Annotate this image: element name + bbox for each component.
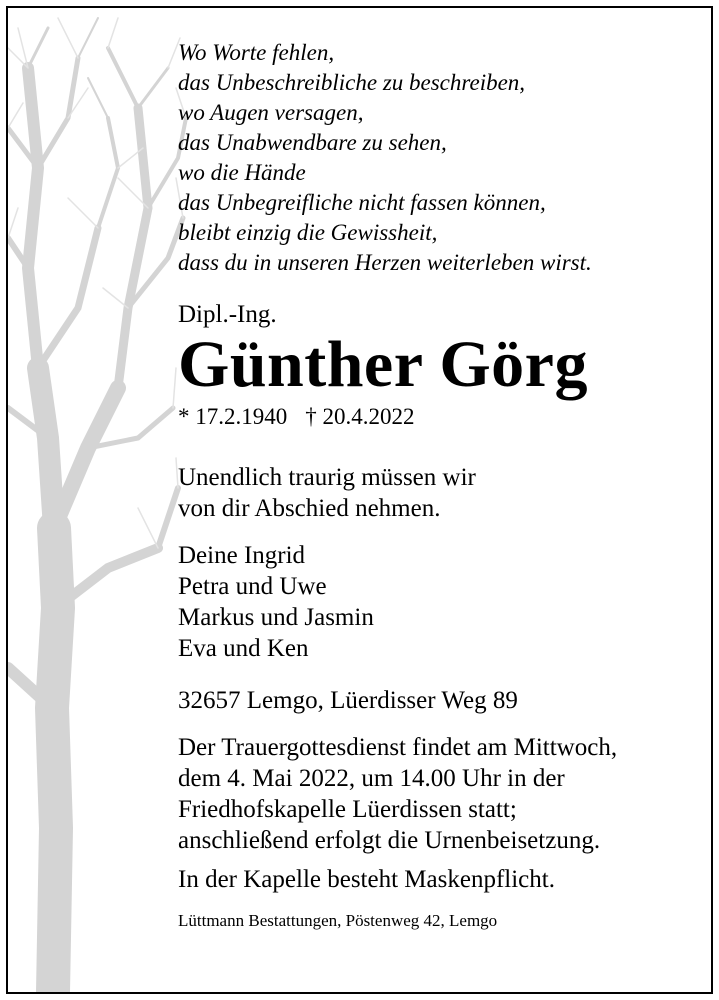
- service-line: dem 4. Mai 2022, um 14.00 Uhr in der: [178, 765, 565, 792]
- message-line: von dir Abschied nehmen.: [178, 495, 441, 522]
- service-line: anschließend erfolgt die Urnenbeisetzung.: [178, 827, 601, 854]
- poem-line: Wo Worte fehlen,: [178, 40, 335, 65]
- mask-notice: In der Kapelle besteht Maskenpflicht.: [178, 866, 555, 893]
- poem-line: dass du in unseren Herzen weiterleben wirst.: [178, 250, 592, 275]
- obituary-frame: [6, 6, 713, 994]
- poem-line: bleibt einzig die Gewissheit,: [178, 220, 438, 245]
- address: [178, 685, 698, 716]
- death-date: † 20.4.2022: [305, 404, 415, 429]
- academic-title: Dipl.-Ing.: [178, 301, 277, 328]
- service-info: [178, 732, 698, 856]
- poem-line: wo die Hände: [178, 160, 306, 185]
- birth-date: * 17.2.1940: [178, 404, 288, 429]
- life-dates: [178, 402, 698, 432]
- service-line: Der Trauergottesdienst findet am Mittwoch,: [178, 734, 618, 761]
- funeral-home-footer: Lüttmann Bestattungen, Pöstenweg 42, Lemgo: [178, 911, 498, 930]
- family-member: Markus und Jasmin: [178, 604, 374, 631]
- poem: [178, 38, 698, 278]
- poem-line: wo Augen versagen,: [178, 100, 364, 125]
- service-line: Friedhofskapelle Lüerdissen statt;: [178, 796, 517, 823]
- poem-line: das Unbegreifliche nicht fassen können,: [178, 190, 546, 215]
- obituary-content: [178, 38, 698, 931]
- family-list: [178, 540, 698, 664]
- address-line: 32657 Lemgo, Lüerdisser Weg 89: [178, 687, 518, 714]
- poem-line: das Unabwendbare zu sehen,: [178, 130, 447, 155]
- deceased-name: Günther Görg: [178, 328, 588, 401]
- farewell-message: [178, 462, 698, 524]
- message-line: Unendlich traurig müssen wir: [178, 464, 476, 491]
- family-member: Deine Ingrid: [178, 542, 306, 569]
- poem-line: das Unbeschreibliche zu beschreiben,: [178, 70, 526, 95]
- family-member: Petra und Uwe: [178, 573, 327, 600]
- family-member: Eva und Ken: [178, 635, 309, 662]
